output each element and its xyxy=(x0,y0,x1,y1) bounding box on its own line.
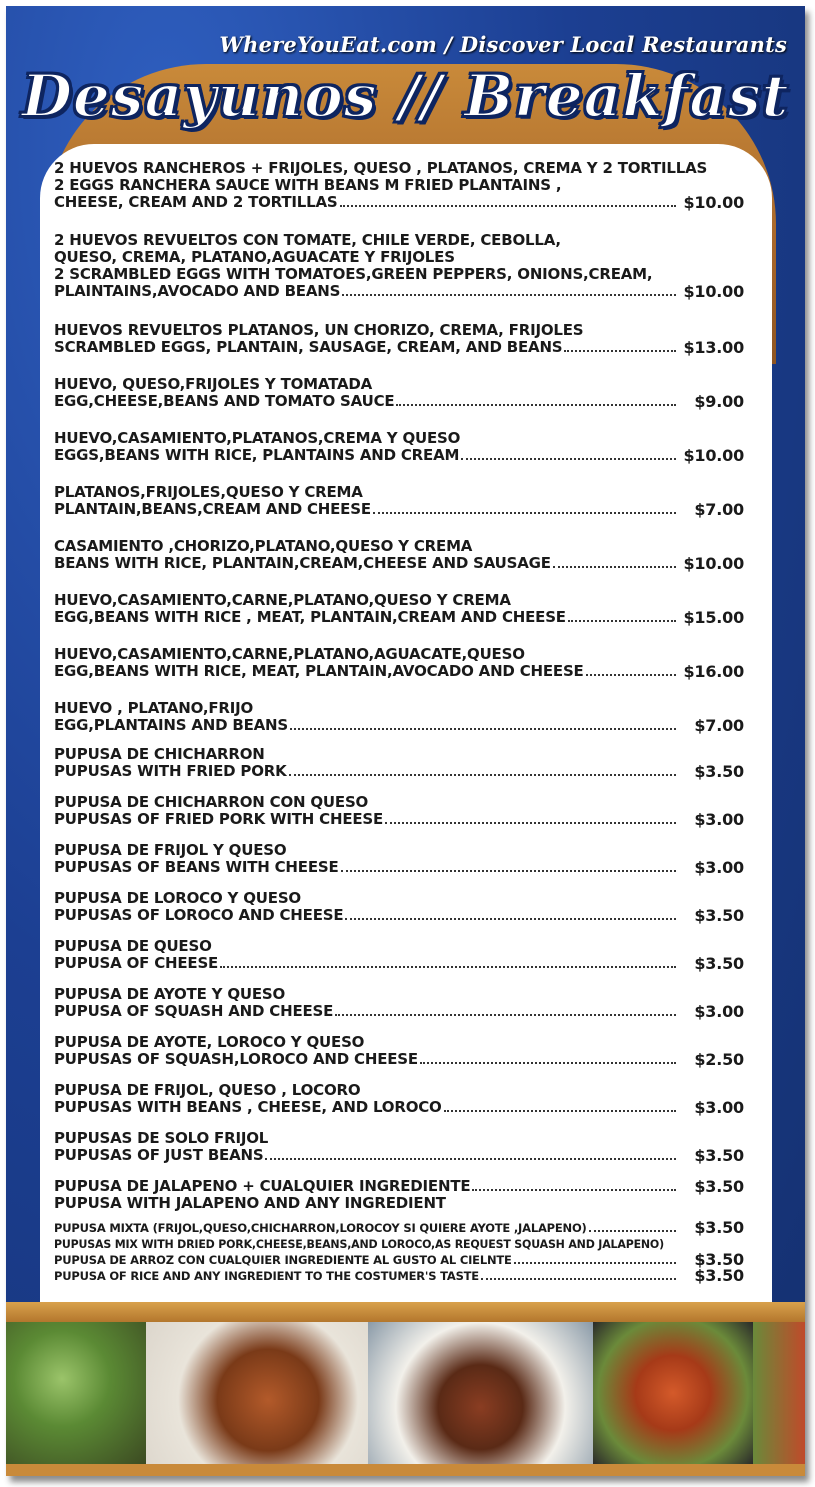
dot-leader xyxy=(342,294,676,296)
menu-item xyxy=(54,160,744,211)
menu-item-last-line xyxy=(54,1003,744,1020)
menu-item-line: HUEVO,CASAMIENTO,CARNE,PLATANO,AGUACATE,QUESO xyxy=(54,645,525,663)
menu-item xyxy=(54,592,744,626)
menu-item-last-line xyxy=(54,555,744,572)
gold-band xyxy=(6,1302,805,1322)
menu-item-last-line xyxy=(54,907,744,924)
dot-leader xyxy=(289,774,676,776)
dot-leader xyxy=(553,566,676,568)
grilled-meat-plate-photo xyxy=(146,1322,368,1464)
menu-item-price: $3.00 xyxy=(694,1002,744,1021)
menu-item-last-line xyxy=(54,763,744,780)
menu-item-price: $3.50 xyxy=(694,762,744,781)
watermark: WhereYouEat.com / Discover Local Restaurants xyxy=(219,32,787,57)
menu-item-description: PLAINTAINS,AVOCADO AND BEANS xyxy=(54,282,341,300)
menu-item xyxy=(54,842,744,876)
menu-item xyxy=(54,232,744,300)
menu-item-last-line xyxy=(54,1178,744,1195)
menu-item-description: PUPUSA OF SQUASH AND CHEESE xyxy=(54,1002,334,1020)
small-menu-item-price: $3.50 xyxy=(694,1250,744,1269)
menu-item-price: $7.00 xyxy=(694,716,744,735)
menu-item-last-line xyxy=(54,859,744,876)
menu-item-line: PUPUSA DE AYOTE Y QUESO xyxy=(54,985,286,1003)
dot-leader xyxy=(568,620,676,622)
small-menu-item-description: PUPUSA DE ARROZ CON CUALQUIER INGREDIENTE AL GUSTO AL CIELNTE xyxy=(54,1253,512,1267)
menu-item-last-line xyxy=(54,194,744,211)
menu-item-line: 2 EGGS RANCHERA SAUCE WITH BEANS M FRIED PLANTAINS , xyxy=(54,176,562,194)
dot-leader xyxy=(586,674,676,676)
dot-leader xyxy=(396,404,676,406)
menu-item-price: $13.00 xyxy=(683,338,744,357)
menu-item-description: PUPUSAS OF SQUASH,LOROCO AND CHEESE xyxy=(54,1050,418,1068)
menu-item-description: PUPUSA DE JALAPENO + CUALQUIER INGREDIENTE xyxy=(54,1177,471,1195)
menu-item-price: $10.00 xyxy=(683,554,744,573)
tacos-photo xyxy=(6,1322,146,1464)
menu-item-line: PUPUSA WITH JALAPENO AND ANY INGREDIENT xyxy=(54,1194,446,1212)
menu-item-last-line xyxy=(54,283,744,300)
menu-item-last-line xyxy=(54,1099,744,1116)
menu-item-price: $10.00 xyxy=(683,282,744,301)
menu-item-line: HUEVO,CASAMIENTO,CARNE,PLATANO,QUESO Y CREMA xyxy=(54,591,511,609)
menu-item-price: $16.00 xyxy=(683,662,744,681)
menu-item xyxy=(54,376,744,410)
menu-item-description: SCRAMBLED EGGS, PLANTAIN, SAUSAGE, CREAM, AND BEANS xyxy=(54,338,563,356)
dot-leader xyxy=(373,512,676,514)
menu-item xyxy=(54,1034,744,1068)
menu-item-price: $10.00 xyxy=(683,446,744,465)
dot-leader xyxy=(220,966,676,968)
small-menu-item-description: PUPUSA MIXTA (FRIJOL,QUESO,CHICHARRON,LOROCOY SI QUIERE AYOTE ,JALAPENO) xyxy=(54,1221,587,1235)
menu-item-price: $9.00 xyxy=(694,392,744,411)
dot-leader xyxy=(420,1062,676,1064)
menu-item xyxy=(54,1178,744,1212)
dot-leader xyxy=(444,1110,676,1112)
menu-item-line: PUPUSA DE FRIJOL, QUESO , LOCORO xyxy=(54,1081,361,1099)
dot-leader xyxy=(345,918,676,920)
menu-item-line: 2 SCRAMBLED EGGS WITH TOMATOES,GREEN PEPPERS, ONIONS,CREAM, xyxy=(54,265,653,283)
menu-item-line: PUPUSA DE QUESO xyxy=(54,937,212,955)
dot-leader xyxy=(385,822,676,824)
dot-leader xyxy=(589,1230,676,1232)
menu-item-description: BEANS WITH RICE, PLANTAIN,CREAM,CHEESE AND SAUSAGE xyxy=(54,554,551,572)
menu-item xyxy=(54,794,744,828)
menu-item-line: PUPUSA DE AYOTE, LOROCO Y QUESO xyxy=(54,1033,365,1051)
menu-item xyxy=(54,700,744,734)
menu-item-last-line xyxy=(54,1147,744,1164)
menu-item-description: EGG,BEANS WITH RICE , MEAT, PLANTAIN,CREAM AND CHEESE xyxy=(54,608,566,626)
menu-item-description: PUPUSAS OF BEANS WITH CHEESE xyxy=(54,858,339,876)
menu-item-last-line xyxy=(54,339,744,356)
menu-item-description: PUPUSAS OF LOROCO AND CHEESE xyxy=(54,906,344,924)
photo-strip xyxy=(6,1322,805,1464)
menu-item-line: QUESO, CREMA, PLATANO,AGUACATE Y FRIJOLES xyxy=(54,248,455,266)
menu-item xyxy=(54,484,744,518)
menu-item-line: 2 HUEVOS RANCHEROS + FRIJOLES, QUESO , PLATANOS, CREMA Y 2 TORTILLAS xyxy=(54,159,708,177)
menu-item-price: $3.00 xyxy=(694,858,744,877)
menu-item xyxy=(54,646,744,680)
menu-item-description: EGG,BEANS WITH RICE, MEAT, PLANTAIN,AVOCADO AND CHEESE xyxy=(54,662,584,680)
dot-leader xyxy=(472,1189,676,1191)
menu-item-last-line xyxy=(54,811,744,828)
dot-leader xyxy=(461,458,676,460)
menu-item-line: PUPUSA DE CHICHARRON CON QUESO xyxy=(54,793,369,811)
dot-leader xyxy=(265,1158,676,1160)
small-menu-item-description: PUPUSAS MIX WITH DRIED PORK,CHEESE,BEANS,AND LOROCO,AS REQUEST SQUASH AND JALAPENO) xyxy=(54,1237,664,1251)
menu-item-description: EGG,PLANTAINS AND BEANS xyxy=(54,716,289,734)
menu-item-description: EGGS,BEANS WITH RICE, PLANTAINS AND CREAM xyxy=(54,446,460,464)
menu-item xyxy=(54,430,744,464)
small-menu-item xyxy=(54,1252,744,1268)
salad-photo xyxy=(753,1322,805,1464)
menu-item-line: PLATANOS,FRIJOLES,QUESO Y CREMA xyxy=(54,483,363,501)
small-menu-item-price: $3.50 xyxy=(694,1218,744,1237)
bottom-band xyxy=(6,1464,805,1476)
menu-item xyxy=(54,986,744,1020)
menu-item-description: PLANTAIN,BEANS,CREAM AND CHEESE xyxy=(54,500,371,518)
menu-item-description: PUPUSAS WITH FRIED PORK xyxy=(54,762,287,780)
menu-item-last-line xyxy=(54,663,744,680)
menu-item-price: $3.50 xyxy=(694,954,744,973)
menu-item-line: HUEVOS REVUELTOS PLATANOS, UN CHORIZO, CREMA, FRIJOLES xyxy=(54,321,584,339)
menu-item xyxy=(54,1130,744,1164)
menu-item-line: PUPUSA DE LOROCO Y QUESO xyxy=(54,889,301,907)
menu-item-line: PUPUSA DE FRIJOL Y QUESO xyxy=(54,841,287,859)
seafood-platter-photo xyxy=(593,1322,753,1464)
breakfast-plate-photo xyxy=(368,1322,593,1464)
menu-item-price: $3.50 xyxy=(694,1146,744,1165)
menu-item-line: CASAMIENTO ,CHORIZO,PLATANO,QUESO Y CREMA xyxy=(54,537,473,555)
menu-item-last-line xyxy=(54,955,744,972)
dot-leader xyxy=(564,350,676,352)
menu-item-description: PUPUSA OF CHEESE xyxy=(54,954,219,972)
menu-item-line: 2 HUEVOS REVUELTOS CON TOMATE, CHILE VERDE, CEBOLLA, xyxy=(54,231,561,249)
menu-item xyxy=(54,890,744,924)
menu-item-price: $10.00 xyxy=(683,193,744,212)
menu-item xyxy=(54,1082,744,1116)
dot-leader xyxy=(341,870,676,872)
menu-item-price: $15.00 xyxy=(683,608,744,627)
menu-item-last-line xyxy=(54,1051,744,1068)
dot-leader xyxy=(290,728,676,730)
menu-item xyxy=(54,322,744,356)
menu-item-line: PUPUSA DE CHICHARRON xyxy=(54,745,265,763)
menu-item xyxy=(54,538,744,572)
menu-item-price: $7.00 xyxy=(694,500,744,519)
dot-leader xyxy=(340,205,677,207)
menu-item-description: PUPUSAS OF FRIED PORK WITH CHEESE xyxy=(54,810,384,828)
dot-leader xyxy=(335,1014,676,1016)
menu-item-price: $3.50 xyxy=(694,906,744,925)
dot-leader xyxy=(481,1278,676,1280)
menu-item xyxy=(54,746,744,780)
menu-item-description: CHEESE, CREAM AND 2 TORTILLAS xyxy=(54,193,338,211)
menu-item-description: PUPUSAS OF JUST BEANS xyxy=(54,1146,264,1164)
menu-item xyxy=(54,938,744,972)
menu-item-description: PUPUSAS WITH BEANS , CHEESE, AND LOROCO xyxy=(54,1098,442,1116)
menu-item-last-line xyxy=(54,393,744,410)
menu-item-last-line xyxy=(54,717,744,734)
menu-item-line: HUEVO,CASAMIENTO,PLATANOS,CREMA Y QUESO xyxy=(54,429,461,447)
menu-item-description: EGG,CHEESE,BEANS AND TOMATO SAUCE xyxy=(54,392,395,410)
menu-item-line: PUPUSAS DE SOLO FRIJOL xyxy=(54,1129,269,1147)
small-menu-item xyxy=(54,1236,744,1252)
menu-item-line: HUEVO , PLATANO,FRIJO xyxy=(54,699,254,717)
menu-item-last-line xyxy=(54,609,744,626)
small-menu-item-price: $3.50 xyxy=(694,1266,744,1285)
menu-item-price: $3.00 xyxy=(694,810,744,829)
menu-item-price: $3.50 xyxy=(694,1177,744,1196)
small-menu-item xyxy=(54,1268,744,1284)
menu-item-price: $2.50 xyxy=(694,1050,744,1069)
menu-item-price: $3.00 xyxy=(694,1098,744,1117)
page-title: Desayunos // Breakfast xyxy=(21,62,790,130)
small-menu-item-description: PUPUSA OF RICE AND ANY INGREDIENT TO THE COSTUMER'S TASTE xyxy=(54,1269,479,1283)
small-menu-item xyxy=(54,1220,744,1236)
dot-leader xyxy=(514,1262,676,1264)
menu-item-line: HUEVO, QUESO,FRIJOLES Y TOMATADA xyxy=(54,375,373,393)
menu-item-last-line xyxy=(54,501,744,518)
menu-item-last-line xyxy=(54,447,744,464)
